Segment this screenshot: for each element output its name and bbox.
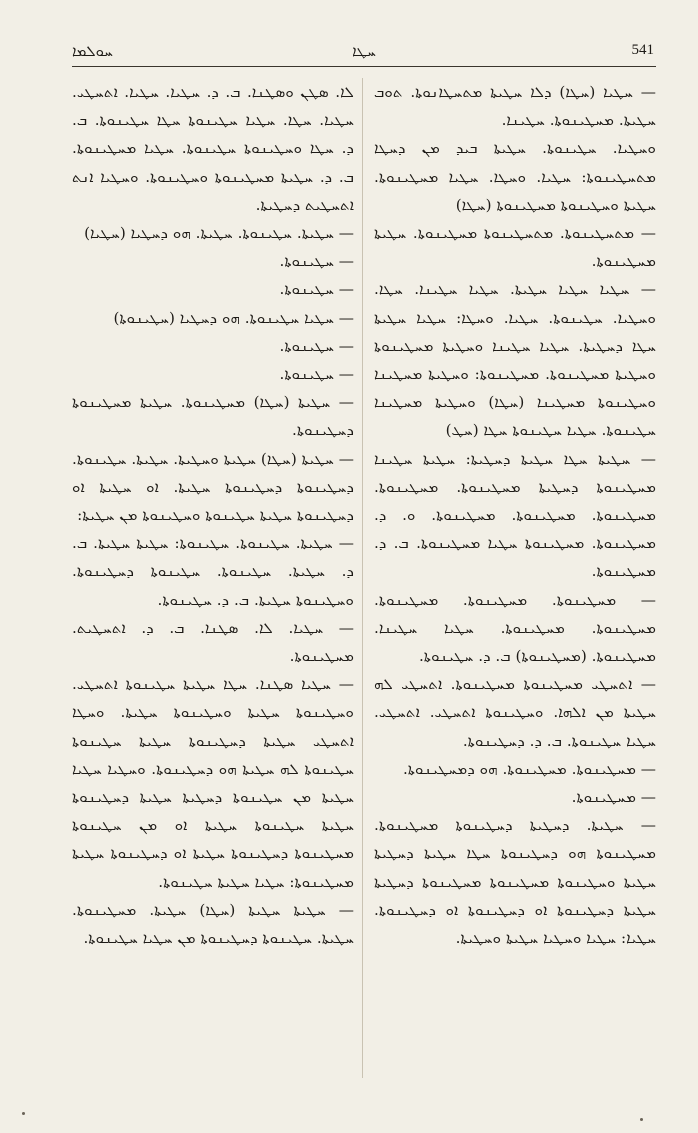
right-text-column xyxy=(374,78,656,1078)
paper-speck xyxy=(640,1118,643,1121)
page-number: 541 xyxy=(631,42,654,58)
entry-paragraph: — ܡܚܛܝܢܘܬܐ. ܡܚܛܝܢܘܬܐ. ܡܚܛܝܢܘܬܐ. ܡܚܛܝܢܘܬܐ. ܡܚܛܝܢܘܬܐ. ܚܛܝܐ ܚܛܝܢܐ. ܡܚܛܝܢܘܬܐ. (ܡܚܛܝܢܘܬܐ) ܒ. ܕ. ܚܛܝܢܘܬܐ. xyxy=(374,590,656,666)
entry-paragraph: — ܚܛܝܬܐ. ܚܛܝܢܘܬܐ. ܚܛܝܢܘܬܐ: ܚܛܝܬܐ ܚܛܝܬܐ. ܒ. ܕ. ܚܛܝܬܐ. ܚܛܝܢܘܬܐ. ܚܛܝܢܘܬܐ ܕܚܛܝܢܘܬܐ. ܘܚܛܝܢܘܬܐ ܚܛܝܬܐ. ܒ. ܕ. ܚܛܝܢܘܬܐ. xyxy=(72,534,354,609)
entry-paragraph: — ܚܛܝܬܐ. ܚܛܝܢܘܬܐ. ܚܛܝܬܐ. ܗܘ ܕܚܛܝܐ (ܚܛܝܐ) xyxy=(84,224,354,243)
entry-paragraph: — ܚܛܝܢܘܬܐ. xyxy=(279,252,354,271)
running-header xyxy=(72,40,656,67)
entry-paragraph: — ܚܛܝܢܘܬܐ. xyxy=(279,280,354,299)
entry-paragraph: — ܚܛܝܬܐ (ܚܛܐ) ܡܚܛܝܢܘܬܐ. ܚܛܝܬܐ ܡܚܛܝܢܘܬܐ ܕܚܛܝܢܘܬܐ. xyxy=(72,393,354,440)
entry-paragraph: — ܡܚܛܝܢܘܬܐ. xyxy=(571,788,656,807)
entry-paragraph: — ܚܛܝܐ (ܚܛܐ) ܕܠܐ ܚܛܝܬܐ ܡܬܚܛܐܢܘܬܐ. ܬܘܒ ܚܛܝܬܐ. ܡܚܛܝܢܘܬܐ. ܚܛܝܢܐ. xyxy=(374,83,656,130)
entry-paragraph: — ܡܚܛܝܢܘܬܐ. ܡܚܛܝܢܘܬܐ. ܗܘ ܕܡܚܛܝܢܘܬܐ. xyxy=(402,759,656,778)
entry-paragraph: — ܚܛܝܐ ܣܛܢܐ. ܚܛܐ ܚܛܝܬܐ ܚܛܝܢܘܬܐ ܐܬܚܛܝ. ܘܚܛܝܢܘܬܐ ܚܛܝܬܐ ܘܚܛܝܢܘܬܐ ܚܛܝܬܐ. ܘܚܛܐ ܐܬܚܛܝ ܚܛܝܬܐ ܕܚܛܝܢܘܬܐ ܚܛܝܬܐ ܚܛܝܢܘܬܐ ܚܛܝܢܘܬܐ ܠܗ ܚܛܝܬܐ ܗܘ ܕܚܛܝܢܘܬܐ. ܘܚܛܝܐ ܚܛܝܐ ܚܛܝܬܐ ܡܢ ܚܛܝܢܘܬܐ ܕܚܛܝܬܐ ܚܛܝܬܐ ܕܚܛܝܢܘܬܐ ܚܛܝܬܐ ܚܛܝܢܘܬܐ ܚܛܝܬܐ ܐܘ ܡܢ ܚܛܝܢܘܬܐ ܡܚܛܝܢܘܬܐ ܕܚܛܝܢܘܬܐ ܚܛܝܬܐ ܐܘ ܕܚܛܝܢܘܬܐ ܚܛܝܬܐ ܡܚܛܝܢܘܬܐ: ܚܛܝܐ ܚܛܝܬܐ ܚܛܝܢܘܬܐ. xyxy=(72,675,354,891)
entry-paragraph: ܘܚܛܝܐ. ܚܛܝܢܘܬܐ. ܚܛܝܬܐ ܒܝܕ ܡܢ ܕܚܛܐ ܡܬܚܛܝܢܘܬܐ: ܚܛܝܐ. ܘܚܛܐ. ܚܛܝܐ ܡܚܛܝܢܘܬܐ. ܚܛܝܬܐ ܘܚܛܝܢܘܬܐ ܡܚܛܝܢܘܬܐ (ܚܛܐ) xyxy=(374,139,656,214)
paper-speck xyxy=(22,1112,25,1115)
running-head-center-word: ܚܛܐ xyxy=(352,42,376,60)
entry-paragraph: — ܚܛܝܬܐ. ܕܚܛܝܬܐ ܕܚܛܝܢܘܬܐ ܡܚܛܝܢܘܬܐ. ܡܚܛܝܢܘܬܐ ܗܘ ܕܚܛܝܢܘܬܐ ܚܛܐ ܚܛܝܬܐ ܕܚܛܝܬܐ ܚܛܝܬܐ ܘܚܛܝܢܘܬܐ ܡܚܛܝܢܘܬܐ ܡܚܛܝܢܘܬܐ ܕܚܛܝܬܐ ܚܛܝܬܐ ܕܚܛܝܢܘܬܐ ܐܘ ܕܚܛܝܢܘܬܐ ܐܘ ܕܚܛܝܢܘܬܐ. ܚܛܝܐ: ܚܛܝܐ ܘܚܛܝܐ ܚܛܝܬܐ ܘܚܛܝܬܐ. xyxy=(374,816,656,948)
entry-paragraph: — ܚܛܝܬܐ ܚܛܝܬܐ (ܚܛܐ) ܚܛܝܬܐ. ܡܚܛܝܢܘܬܐ. ܚܛܝܬܐ. ܚܛܝܢܘܬܐ ܕܚܛܝܢܘܬܐ ܡܢ ܚܛܝܐ ܚܛܝܢܘܬܐ. xyxy=(72,900,354,948)
column-divider xyxy=(362,78,363,1078)
entry-paragraph: — ܚܛܝܐ. ܠܐ. ܣܛܢܐ. ܒ. ܕ. ܐܬܚܛܝܬ. ܡܚܛܝܢܘܬܐ. xyxy=(72,618,354,666)
entry-paragraph: ܠܐ. ܣܛܢ ܘܣܛܢܐ. ܒ. ܕ. ܚܛܝܐ. ܚܛܝܐ. ܐܬܚܛܝ. ܚܛܝܐ. ܚܛܐ. ܚܛܝܐ ܚܛܝܢܘܬܐ ܚܛܐ ܚܛܝܢܘܬܐ. ܒ. ܕ. ܚܛܐ ܘܚܛܝܢܘܬܐ ܚܛܝܢܘܬܐ. ܚܛܝܐ ܡܚܛܝܢܘܬܐ. ܒ. ܕ. ܚܛܝܬܐ ܡܚܛܝܢܘܬܐ ܘܚܛܝܢܘܬܐ. ܘܚܛܝܐ ܐܢܬ ܐܬܚܛܝܬ ܕܚܛܝܬܐ. xyxy=(72,83,354,214)
entry-paragraph: — ܚܛܝܢܘܬܐ. xyxy=(279,365,354,384)
entry-paragraph: — ܚܛܝܐ ܚܛܝܢܘܬܐ. ܗܘ ܕܚܛܝܐ (ܚܛܝܢܘܬܐ) xyxy=(113,308,354,327)
entry-paragraph: — ܚܛܝܢܘܬܐ. xyxy=(279,336,354,355)
left-text-column xyxy=(72,78,354,1078)
entry-paragraph: — ܡܬܚܛܝܢܘܬܐ. ܡܬܚܛܝܢܘܬܐ ܡܚܛܝܢܘܬܐ. ܚܛܝܬܐ ܡܚܛܝܢܘܬܐ. xyxy=(374,224,656,271)
running-head-left-word: ܚܘܠܡܐ xyxy=(72,42,113,60)
entry-paragraph: — ܚܛܝܬܐ ܚܛܐ ܚܛܝܬܐ ܕܚܛܝܬܐ: ܚܛܝܬܐ ܚܛܝܢܐ ܡܚܛܝܢܘܬܐ ܕܚܛܝܬܐ ܡܚܛܝܢܘܬܐ. ܡܚܛܝܢܘܬܐ. ܡܚܛܝܢܘܬܐ. ܡܚܛܝܢܘܬܐ. ܡܚܛܝܢܘܬܐ. ܘ. ܕ. ܡܚܛܝܢܘܬܐ. ܡܚܛܝܢܘܬܐ ܚܛܝܐ ܡܚܛܝܢܘܬܐ. ܒ. ܕ. ܡܚܛܝܢܘܬܐ. xyxy=(374,449,656,581)
entry-paragraph: — ܚܛܝܐ ܚܛܝܐ ܚܛܝܬܐ. ܚܛܝܐ ܚܛܝܢܐ. ܚܛܐ. ܘܚܛܝܐ. ܚܛܝܢܘܬܐ. ܚܛܝܐ. ܘܚܛܐ: ܚܛܝܐ ܚܛܝܬܐ ܚܛܐ ܕܚܛܝܬܐ. ܚܛܝܐ ܚܛܝܢܐ ܘܚܛܝܬܐ ܡܚܛܝܢܘܬܐ ܘܚܛܝܬܐ ܡܚܛܝܢܘܬܐ. ܡܚܛܝܢܘܬܐ: ܘܚܛܝܬܐ ܡܚܛܝܢܐ ܘܚܛܝܢܘܬܐ ܡܚܛܝܢܐ (ܚܛܐ) ܘܚܛܝܬܐ ܡܚܛܝܢܐ ܚܛܝܢܘܬܐ. ܚܛܝܐ ܚܛܝܢܘܬܐ ܚܛܐ (ܚܛ) xyxy=(374,280,656,440)
entry-paragraph: — ܚܛܝܬܐ (ܚܛܐ) ܚܛܝܬܐ ܘܚܛܝܬܐ. ܚܛܝܬܐ. ܚܛܝܢܘܬܐ. ܕܚܛܝܢܘܬܐ ܕܚܛܝܢܘܬܐ ܚܛܝܬܐ. ܐܘ ܚܛܝܬܐ ܐܘ ܕܚܛܝܢܘܬܐ ܚܛܝܬܐ ܚܛܝܢܘܬܐ ܘܚܛܝܢܘܬܐ ܡܢ ܚܛܝܬܐ: xyxy=(72,449,354,525)
entry-paragraph: — ܐܬܚܛܝ ܡܚܛܝܢܘܬܐ ܡܚܛܝܢܘܬܐ. ܐܬܚܛܝ ܠܗ ܚܛܝܬܐ ܡܢ ܐܠܗܐ. ܘܚܛܝܢܘܬܐ ܐܬܚܛܝ. ܐܬܚܛܝ. ܚܛܝܐ ܚܛܝܢܘܬܐ. ܒ. ܕ. ܕܚܛܝܢܘܬܐ. xyxy=(374,675,656,750)
